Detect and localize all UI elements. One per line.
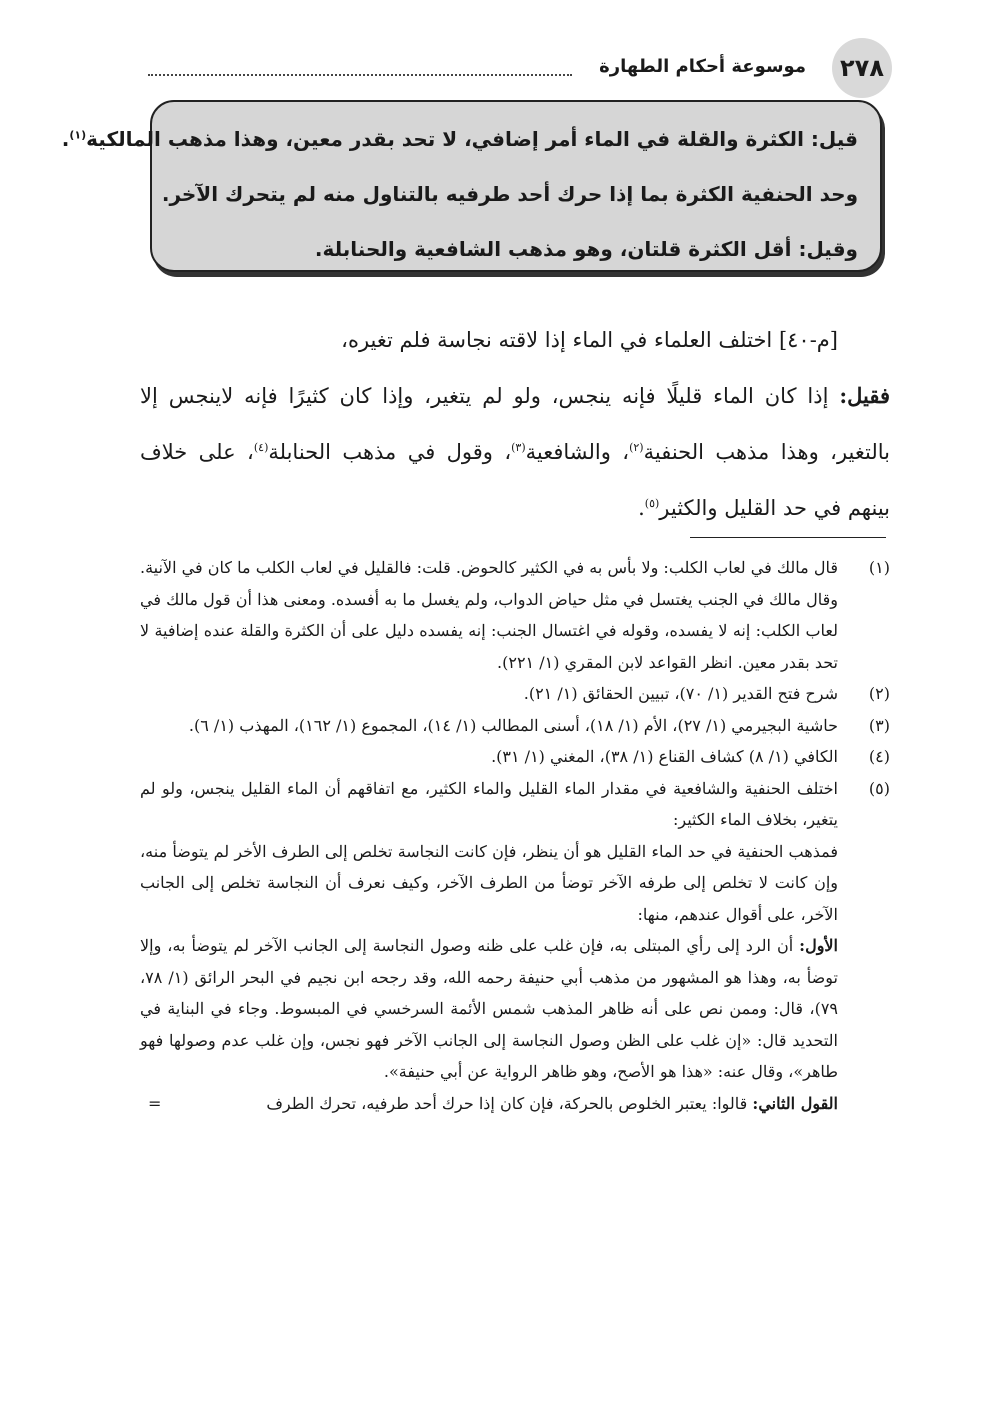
footnote-1	[140, 552, 890, 678]
footnote-text: شرح فتح القدير (١/ ٧٠)، تبيين الحقائق (١/ ٢١).	[523, 684, 838, 703]
footnote-text: الكافي (١/ ٨) كشاف القناع (١/ ٣٨)، المغني (١/ ٣١).	[491, 747, 838, 766]
page-number: ٢٧٨	[832, 38, 892, 98]
footnote-number: (٣)	[868, 715, 890, 735]
footnote-number: (٤)	[868, 747, 890, 766]
box-line-2: وحد الحنفية الكثرة بما إذا حرك أحد طرفيه بالتناول منه لم يتحرك الآخر.	[161, 182, 858, 206]
issue-heading: [م-٤٠] اختلف العلماء في الماء إذا لاقته نجاسة فلم تغيره،	[341, 328, 838, 352]
continuation-mark: =	[148, 1093, 162, 1113]
footnote-lead: القول الثاني:	[752, 1093, 838, 1113]
footnote-3	[140, 710, 890, 742]
footnote-separator	[690, 537, 886, 538]
footnote-lead: الأول:	[799, 936, 838, 955]
footnote-text: اختلف الحنفية والشافعية في مقدار الماء القليل والماء الكثير، مع اتفاقهم أن الماء القليل ينجس، ولو لم يتغير، بخلاف الماء الكثير:	[140, 778, 838, 829]
footnote-ref-3[interactable]: (٣)	[511, 441, 526, 454]
footnote-number: (٢)	[868, 684, 890, 703]
main-text	[140, 312, 890, 536]
running-title: موسوعة أحكام الطهارة	[593, 56, 812, 77]
box-line-1: قيل: الكثرة والقلة في الماء أمر إضافي، لا تحد بقدر معين، وهذا مذهب المالكية$^{(١)}$.	[61, 127, 858, 151]
footnotes	[140, 552, 890, 1119]
footnote-ref-2[interactable]: (٢)	[629, 441, 644, 454]
box-line-3: وقيل: أقل الكثرة قلتان، وهو مذهب الشافعية والحنابلة.	[314, 237, 858, 261]
summary-box	[61, 100, 882, 272]
footnote-5	[140, 773, 890, 1120]
page-header	[140, 38, 892, 98]
footnote-paragraph: الأول: أن الرد إلى رأي المبتلى به، فإن غلب على ظنه وصول النجاسة إلى الجانب الآخر لم يتوضأ به، وإلا توضأ به، وهذا هو المشهور من مذهب أبي حنيفة رحمه الله، وقد رجحه ابن نجيم في البحر الرائق (١/ ٧٨، ٧٩)، قال: وممن نص على أنه ظاهر المذهب شمس الأئمة السرخسي في المبسوط. وجاء في البناية في التحديد قال: «إن غلب على الظن وصول النجاسة إلى الجانب الآخر فهو نجس، وإن غلب عدم وصولها فهو طاهر»، وقال عنه: «هذا هو الأصح، وهو ظاهر الرواية عن أبي حنيفة».	[140, 936, 838, 1081]
footnote-ref-4[interactable]: (٤)	[253, 441, 269, 454]
lead-word: فقيل:	[839, 383, 890, 408]
footnote-paragraph: فمذهب الحنفية في حد الماء القليل هو أن ينظر، فإن كانت النجاسة تخلص إلى الطرف الأخر لم يتوضأ منه، وإن كانت لا تخلص إلى طرفه الآخر توضأ من الطرف الآخر، وكيف نعرف أن النجاسة تخلص إلى الجانب الآخر، على أقوال عندهم، منها:	[140, 841, 838, 924]
main-paragraph: فقيل: إذا كان الماء قليلًا فإنه ينجس، ولو لم يتغير، وإذا كان كثيرًا فإنه لاينجس إلا بالتغير، وهذا مذهب الحنفية$^{(٢)}$، والشافعية$^{(٣)}$، وقول في مذهب الحنابلة$^{(٤)}$، على خلاف بينهم في حد القليل والكثير$^{(٥)}$.	[140, 383, 890, 520]
footnote-ref-5[interactable]: (٥)	[644, 497, 660, 510]
footnote-text: قال مالك في لعاب الكلب: ولا بأس به في الكثير كالحوض. قلت: فالقليل في لعاب الكلب ما كان في الآنية. وقال مالك في الجنب يغتسل في مثل حياض الدواب، ولم يغسل ما به أفسده. ومعنى هذا أن قول مالك في لعاب الكلب: إنه لا يفسده، وقوله في اغتسال الجنب: إنه يفسده دليل على أن الكثرة والقلة عنده إضافية لا تحد بقدر معين. انظر القواعد لابن المقري (١/ ٢٢١).	[140, 558, 838, 672]
footnote-ref-1[interactable]: (١)	[69, 128, 87, 142]
footnote-text: حاشية البجيرمي (١/ ٢٧)، الأم (١/ ١٨)، أسنى المطالب (١/ ١٤)، المجموع (١/ ١٦٢)، المهذب (١/ ٦).	[188, 715, 838, 735]
footnote-number: (٥)	[868, 778, 890, 798]
footnote-paragraph: القول الثاني: قالوا: يعتبر الخلوص بالحركة، فإن كان إذا حرك أحد طرفيه، تحرك الطرف =	[140, 1088, 838, 1120]
footnote-2	[140, 678, 890, 710]
footnote-number: (١)	[868, 558, 890, 577]
header-dotted-rule	[148, 74, 572, 76]
footnote-4	[140, 741, 890, 773]
